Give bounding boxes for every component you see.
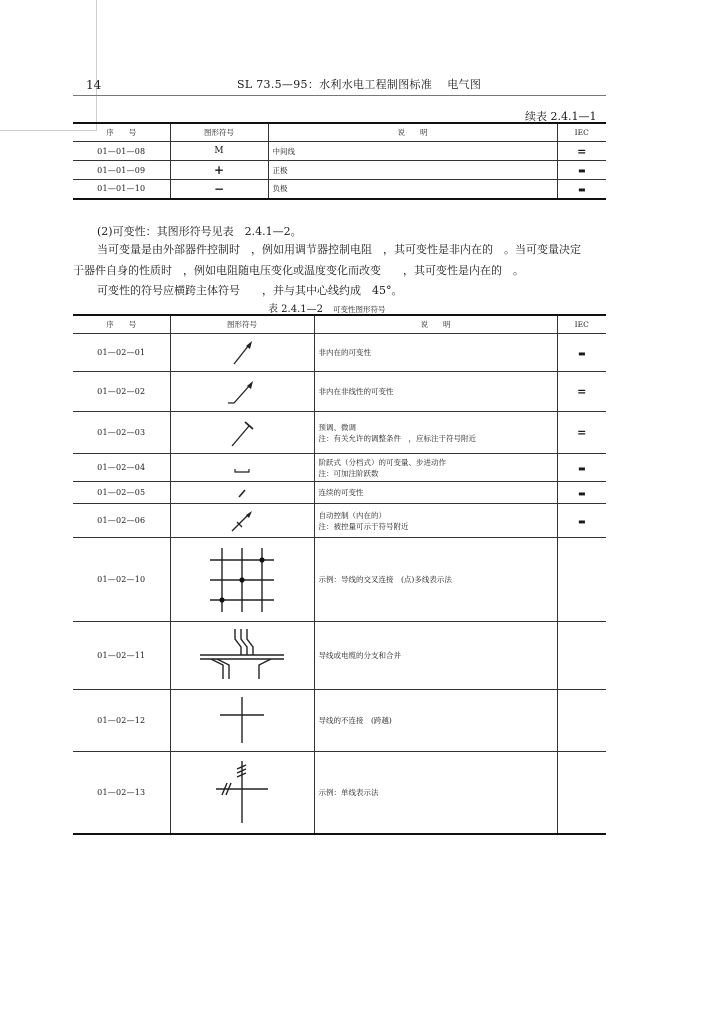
row-code: 01—02—01: [73, 334, 170, 372]
row-code: 01—02—11: [73, 622, 170, 690]
table-row: [73, 161, 606, 180]
table-row: [73, 180, 606, 199]
row-description: 中间线: [268, 142, 557, 161]
table-row: [73, 622, 606, 690]
row-iec: [557, 752, 606, 834]
row-symbol: +: [170, 161, 268, 180]
col-header-number: 序 号: [73, 123, 170, 142]
table-2-4-1-1-continued: [73, 122, 606, 200]
row-iec: [557, 622, 606, 690]
paragraph-variability-line3: 可变性的符号应横跨主体符号 ，并与其中心线约成 45°。: [97, 284, 403, 297]
row-code: 01—02—06: [73, 504, 170, 538]
single-line-icon: [212, 757, 272, 827]
row-description: 负极: [268, 180, 557, 199]
row-code: 01—02—12: [73, 690, 170, 752]
row-code: 01—02—04: [73, 454, 170, 482]
col-header-description: 说 明: [268, 123, 557, 142]
step-icon: [222, 459, 262, 477]
continuous-stroke-icon: [222, 485, 262, 501]
row-code: 01—02—05: [73, 482, 170, 504]
page-number: 14: [86, 78, 102, 92]
col-header-number: 序 号: [73, 315, 170, 334]
row-code: 01—01—10: [73, 180, 170, 199]
row-description: 连续的可变性: [318, 488, 364, 497]
row-code: 01—02—03: [73, 412, 170, 454]
row-iec: ▬: [557, 334, 606, 372]
row-note: 注：有关允许的调整条件 ，应标注于符号附近: [318, 433, 476, 443]
row-description: 自动控制（内在的）: [318, 510, 386, 520]
row-code: 01—02—13: [73, 752, 170, 834]
row-symbol: −: [170, 180, 268, 199]
col-header-iec: IEC: [557, 123, 606, 142]
col-header-iec: IEC: [557, 315, 606, 334]
auto-control-icon: [222, 507, 262, 535]
row-description: 预调、微调: [318, 422, 356, 432]
row-note: 注：被控量可示于符号附近: [318, 521, 409, 531]
row-iec: =: [557, 142, 606, 161]
row-description: 示例：单线表示法: [318, 787, 379, 797]
row-iec: ▬: [557, 454, 606, 482]
row-description: 正极: [268, 161, 557, 180]
arrow-variability-icon: [222, 338, 262, 368]
table-row: [73, 752, 606, 834]
row-iec: =: [557, 372, 606, 412]
row-code: 01—01—09: [73, 161, 170, 180]
conductor-grid-icon: [207, 545, 277, 615]
row-description: 示例：导线的交叉连接 (点)多线表示法: [318, 575, 452, 584]
row-iec: [557, 690, 606, 752]
row-description: 导线的不连接 (跨越): [318, 716, 392, 725]
table-row: [73, 142, 606, 161]
row-symbol: M: [170, 142, 268, 161]
page-corner-vertical-line: [96, 0, 97, 130]
paragraph-variability-heading: (2)可变性：其图形符号见表 2.4.1—2。: [97, 225, 302, 238]
table-row: [73, 482, 606, 504]
cable-branch-icon: [197, 627, 287, 685]
table-row: [73, 690, 606, 752]
paragraph-variability-line1: 当可变量是由外部器件控制时 ，例如用调节器控制电阻 ，其可变性是非内在的 。当可变量决定: [97, 243, 581, 256]
table-row: [73, 504, 606, 538]
table-row: [73, 454, 606, 482]
row-code: 01—02—02: [73, 372, 170, 412]
row-description: 非内在的可变性: [318, 348, 371, 357]
table-row: [73, 334, 606, 372]
running-head: SL 73.5—95：水利水电工程制图标准 电气图: [237, 78, 482, 91]
row-iec: ▬: [557, 482, 606, 504]
row-description: 非内在非线性的可变性: [318, 387, 394, 396]
table2-caption: [268, 300, 386, 315]
header-rule: [73, 95, 606, 96]
row-iec: [557, 538, 606, 622]
row-code: 01—01—08: [73, 142, 170, 161]
col-header-symbol: 图形符号: [170, 315, 314, 334]
row-iec: =: [557, 412, 606, 454]
table-2-4-1-2: [73, 314, 606, 835]
row-description: 导线或电缆的分支和合并: [318, 651, 401, 660]
nonlinear-arrow-icon: [222, 376, 262, 408]
row-note: 注：可加注阶跃数: [318, 468, 379, 478]
row-iec: ▬: [557, 504, 606, 538]
row-iec: ▬: [557, 180, 606, 199]
preset-tbar-icon: [222, 416, 262, 450]
paragraph-variability-line2: 于器件自身的性质时 ，例如电阻随电压变化或温度变化而改变 ，其可变性是内在的 。: [73, 264, 524, 277]
table-row: [73, 372, 606, 412]
table-row: [73, 538, 606, 622]
crossing-icon: [212, 695, 272, 747]
table-row: [73, 412, 606, 454]
row-iec: ▬: [557, 161, 606, 180]
row-code: 01—02—10: [73, 538, 170, 622]
table1-continuation-label: 续表 2.4.1—1: [525, 110, 597, 123]
table1-header-row: [73, 123, 606, 142]
col-header-description: 说 明: [314, 315, 557, 334]
col-header-symbol: 图形符号: [170, 123, 268, 142]
row-description: 阶跃式（分档式）的可变量、步进动作: [318, 457, 446, 467]
table2-caption-title: 可变性图形符号: [333, 305, 386, 314]
table2-caption-number: 表 2.4.1—2: [268, 304, 323, 315]
table2-header-row: [73, 315, 606, 334]
